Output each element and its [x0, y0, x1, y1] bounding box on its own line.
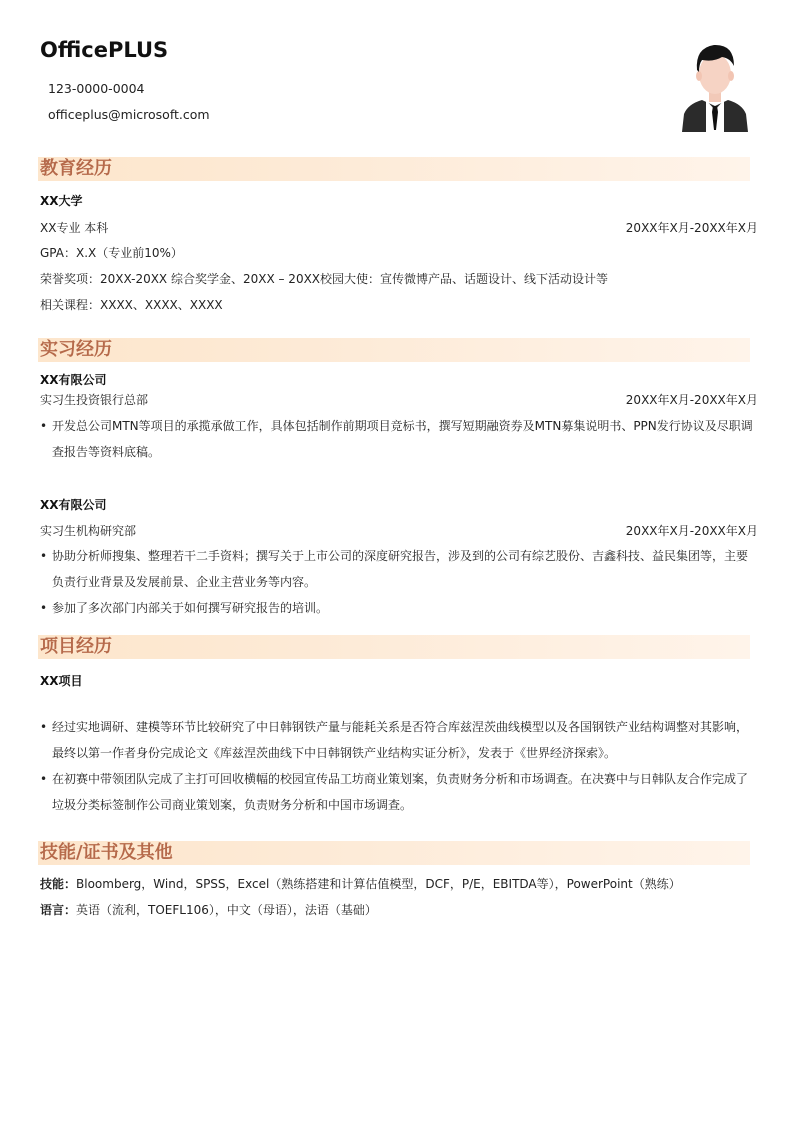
email-address: officeplus@microsoft.com: [48, 107, 210, 122]
major-degree: XX专业 本科: [40, 221, 109, 235]
education-title: 教育经历: [40, 158, 112, 179]
language-label: 语言：: [40, 903, 77, 917]
job-role: 实习生机构研究部: [40, 524, 137, 538]
avatar: [680, 40, 750, 132]
honors: 荣誉奖项：20XX-20XX 综合奖学金、20XX – 20XX校园大使：宣传微博产品、话题设计、线下活动设计等: [40, 272, 609, 286]
courses: 相关课程：XXXX、XXXX、XXXX: [40, 298, 223, 312]
project-section-header: [38, 635, 750, 659]
job-bullet: • 参加了多次部门内部关于如何撰写研究报告的培训。: [40, 601, 329, 615]
job-role: 实习生投资银行总部: [40, 393, 149, 407]
language-line: [40, 902, 377, 918]
internship-title: 实习经历: [40, 339, 112, 360]
language-text: 英语（流利，TOEFL106），中文（母语），法语（基础）: [76, 903, 377, 917]
project-bullet: • 经过实地调研、建模等环节比较研究了中日韩钢铁产量与能耗关系是否符合库兹涅茨曲线模型以及各国钢铁产业结构调整对其影响，最终以第一作者身份完成论文《库兹涅茨曲线下中日韩钢铁产业结构实证分析》，发表于《世界经济探索》。: [40, 720, 749, 760]
skills-line: [40, 876, 681, 892]
project-name: XX项目: [40, 674, 83, 688]
gpa: GPA：X.X（专业前10%）: [40, 246, 183, 260]
project-bullet: • 在初赛中带领团队完成了主打可回收横幅的校园宣传品工坊商业策划案，负责财务分析和市场调查。在决赛中与日韩队友合作完成了垃圾分类标签制作公司商业策划案，负责财务分析和中国市场调查。: [40, 772, 749, 812]
job-date: 20XX年X月-20XX年X月: [625, 393, 758, 407]
company-name: XX有限公司: [40, 373, 107, 387]
job-bullet: • 协助分析师搜集、整理若干二手资料；撰写关于上市公司的深度研究报告，涉及到的公司有综艺股份、吉鑫科技、益民集团等，主要负责行业背景及发展前景、企业主营业务等内容。: [40, 549, 749, 589]
skills-section-header: [38, 841, 750, 865]
phone-number: 123-0000-0004: [48, 81, 145, 96]
project-title: 项目经历: [40, 636, 112, 657]
school-name: XX大学: [40, 194, 83, 208]
resume-name: OfficePLUS: [40, 38, 169, 62]
education-section-header: [38, 157, 750, 181]
company-name: XX有限公司: [40, 498, 107, 512]
skills-title: 技能/证书及其他: [40, 842, 173, 863]
skills-label: 技能：: [40, 877, 77, 891]
internship-section-header: [38, 338, 750, 362]
job-date: 20XX年X月-20XX年X月: [625, 524, 758, 538]
job-bullet: • 开发总公司MTN等项目的承揽承做工作，具体包括制作前期项目竞标书，撰写短期融资券及MTN募集说明书、PPN发行协议及尽职调查报告等资料底稿。: [40, 419, 753, 459]
education-date: 20XX年X月-20XX年X月: [625, 221, 758, 235]
skills-text: Bloomberg，Wind，SPSS，Excel（熟练搭建和计算估值模型，DCF，P/E，EBITDA等），PowerPoint（熟练）: [76, 877, 681, 891]
